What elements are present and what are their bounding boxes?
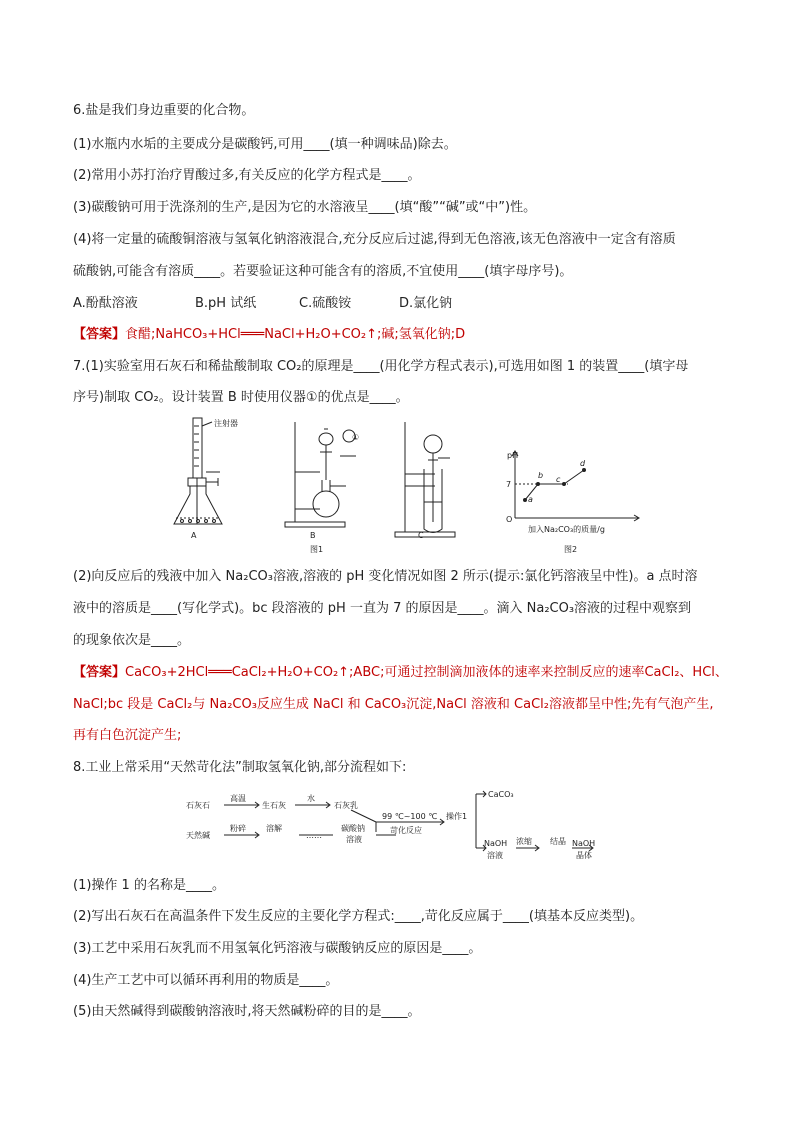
flow-water: 水 [307, 794, 315, 803]
figure-2-caption: 图2 [564, 545, 578, 554]
answer-tag: 【答案】 [73, 327, 126, 342]
q8-part1: (1)操作 1 的名称是____。 [73, 878, 225, 893]
q6-option-b: B.pH 试纸 [195, 296, 257, 311]
chart-origin: O [506, 515, 513, 524]
flow-high-temp: 高温 [230, 794, 246, 803]
q8-part2: (2)写出石灰石在高温条件下发生反应的主要化学方程式:____,苛化反应属于____(填基本反应类型)。 [73, 909, 644, 924]
q6-options [73, 295, 452, 313]
apparatus-b [285, 422, 356, 527]
syringe-label: 注射器 [214, 419, 238, 428]
point-d-label: d [580, 459, 586, 468]
q6-option-a: A.酚酞溶液 [73, 296, 138, 311]
label-c: C [418, 531, 424, 540]
flow-operation-1: 操作1 [446, 812, 468, 821]
label-a: A [191, 531, 197, 540]
q6-part3: (3)碳酸钠可用于洗涤剂的生产,是因为它的水溶液呈____(填“酸”“碱”或“中”)性。 [73, 200, 537, 215]
q6-answer-text: 食醋;NaHCO₃+HCl═══NaCl+H₂O+CO₂↑;碱;氢氧化钠;D [125, 327, 466, 342]
chart-x-label: 加入Na₂CO₃的质量/g [528, 525, 605, 534]
q6-answer [73, 326, 465, 344]
q6-part2: (2)常用小苏打治疗胃酸过多,有关反应的化学方程式是____。 [73, 168, 421, 183]
chart-y-label: pH [507, 451, 519, 460]
flow-naoh-crystal-1: NaOH [572, 839, 596, 848]
flowchart [186, 788, 616, 864]
q7-part2-line1: (2)向反应后的残液中加入 Na₂CO₃溶液,溶液的 pH 变化情况如图 2 所示(提示:氯化钙溶液呈中性)。a 点时溶 [73, 569, 698, 584]
q8-part3: (3)工艺中采用石灰乳而不用氢氧化钙溶液与碳酸钠反应的原因是____。 [73, 941, 482, 956]
q8-part5: (5)由天然碱得到碳酸钠溶液时,将天然碱粉碎的目的是____。 [73, 1004, 421, 1019]
figure-1-caption: 图1 [310, 545, 324, 554]
apparatus-a [174, 418, 222, 524]
q7-part2-line3: 的现象依次是____。 [73, 633, 191, 648]
flow-caco3: CaCO₃ [488, 790, 514, 799]
q7-part1-line1: 7.(1)实验室用石灰石和稀盐酸制取 CO₂的原理是____(用化学方程式表示),可选用如图 1 的装置____(填字母 [73, 359, 689, 374]
flow-ellipsis: …… [306, 831, 322, 840]
flow-causticization: 苛化反应 [390, 826, 422, 835]
flow-naoh-crystal-2: 晶体 [576, 851, 592, 860]
flow-dissolve: 溶解 [266, 824, 282, 833]
flow-natural-alkali: 天然碱 [186, 831, 210, 840]
flow-sodium-carbonate-1: 碳酸钠 [341, 824, 365, 833]
answer-tag: 【答案】 [73, 665, 126, 680]
point-b-label: b [538, 471, 544, 480]
flow-lime-milk: 石灰乳 [334, 801, 358, 810]
q6-part1: (1)水瓶内水垢的主要成分是碳酸钙,可用____(填一种调味品)除去。 [73, 137, 457, 152]
chart-tick-7: 7 [506, 480, 512, 489]
q6-part4-line1: (4)将一定量的硫酸铜溶液与氢氧化钠溶液混合,充分反应后过滤,得到无色溶液,该无色溶液中一定含有溶质 [73, 232, 676, 247]
flow-naoh-solution-1: NaOH [484, 839, 508, 848]
flow-naoh-solution-2: 溶液 [487, 851, 503, 860]
q7-answer-line3: 再有白色沉淀产生; [73, 728, 182, 743]
flow-quicklime: 生石灰 [262, 801, 286, 810]
figure-apparatus-and-ph-chart [160, 414, 660, 559]
q7-part1-line2: 序号)制取 CO₂。设计装置 B 时使用仪器①的优点是____。 [73, 390, 409, 405]
point-c-label: c [556, 475, 561, 484]
flow-concentrate: 浓缩 [516, 837, 532, 846]
ph-chart [512, 451, 639, 521]
q7-answer-line2: NaCl;bc 段是 CaCl₂与 Na₂CO₃反应生成 NaCl 和 CaCO₃沉淀,NaCl 溶液和 CaCl₂溶液都呈中性;先有气泡产生, [73, 697, 714, 712]
q7-answer-line1 [73, 664, 728, 682]
q6-option-d: D.氯化钠 [399, 296, 453, 311]
q6-title: 6.盐是我们身边重要的化合物。 [73, 103, 255, 118]
apparatus-c [395, 422, 455, 537]
flow-crystallize: 结晶 [550, 837, 566, 846]
flow-limestone: 石灰石 [186, 801, 210, 810]
q6-part4-line2: 硫酸钠,可能含有溶质____。若要验证这种可能含有的溶质,不宜使用____(填字母序号)。 [73, 264, 573, 279]
flow-temperature: 99 ℃~100 ℃ [382, 812, 438, 821]
q8-title: 8.工业上常采用“天然苛化法”制取氢氧化钠,部分流程如下: [73, 760, 407, 775]
flow-sodium-carbonate-2: 溶液 [346, 835, 362, 844]
q8-part4: (4)生产工艺中可以循环再利用的物质是____。 [73, 973, 339, 988]
q7-part2-line2: 液中的溶质是____(写化学式)。bc 段溶液的 pH 一直为 7 的原因是____。滴入 Na₂CO₃溶液的过程中观察到 [73, 601, 692, 616]
point-a-label: a [528, 495, 533, 504]
label-b: B [310, 531, 316, 540]
q7-answer-text-1: CaCO₃+2HCl═══CaCl₂+H₂O+CO₂↑;ABC;可通过控制滴加液体的速率来控制反应的速率CaCl₂、HCl、 [125, 665, 728, 680]
instrument-1-label: ① [352, 433, 360, 442]
q6-option-c: C.硫酸铵 [299, 296, 352, 311]
flow-crush: 粉碎 [230, 824, 246, 833]
